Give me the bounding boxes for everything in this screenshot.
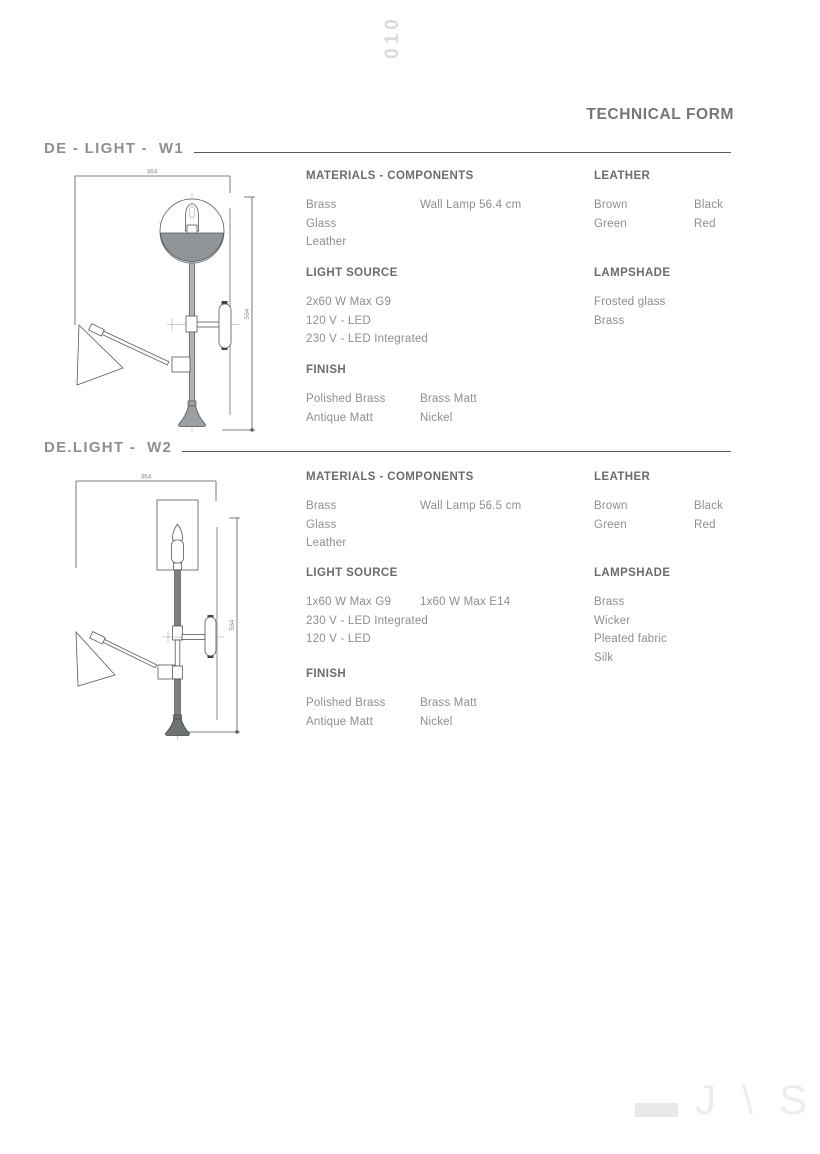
spec-item: Nickel (420, 411, 453, 424)
materials-heading: MATERIALS - COMPONENTS (306, 471, 474, 483)
section-title-w1: DE - LIGHT - W1 (44, 139, 184, 157)
spec-item: 1x60 W Max E14 (420, 596, 511, 608)
spec-item: Brown (594, 199, 628, 211)
spec-sheet-w2 (306, 471, 732, 751)
wall-bracket (219, 301, 231, 350)
elbow-joint (172, 357, 190, 372)
spec-item: Green (594, 518, 627, 531)
stem-joint (186, 316, 197, 332)
materials-heading: MATERIALS - COMPONENTS (306, 170, 474, 182)
spec-item: Green (594, 217, 627, 230)
logo-bar (635, 1103, 678, 1117)
base-trumpet (179, 401, 206, 432)
spec-item: Brass Matt (420, 393, 477, 405)
section-w1-title-row (44, 139, 731, 157)
light-source-heading: LIGHT SOURCE (306, 567, 398, 579)
spec-item: Brass Matt (420, 697, 477, 709)
wall-arm (182, 635, 205, 640)
spec-item: Frosted glass (594, 296, 666, 308)
section-rule (194, 152, 731, 153)
section-rule (182, 451, 731, 452)
spec-item: Wall Lamp 56.5 cm (420, 500, 522, 512)
width-dimension-label: 364 (140, 473, 152, 481)
spec-item: Brass (306, 199, 337, 211)
spec-item: Brass (594, 314, 625, 327)
leather-heading: LEATHER (594, 471, 651, 483)
lampshade-heading: LAMPSHADE (594, 267, 671, 279)
spec-item: 120 V - LED (306, 314, 371, 327)
lampshade-heading: LAMPSHADE (594, 567, 671, 579)
height-dimension-label: 564 (229, 619, 236, 631)
width-dimension-label: 364 (146, 168, 158, 176)
spec-item: Polished Brass (306, 697, 386, 709)
bulb (186, 204, 199, 233)
spec-item: Glass (306, 217, 337, 230)
spec-item: Polished Brass (306, 393, 386, 405)
spec-item: Antique Matt (306, 411, 373, 424)
spec-item: Nickel (420, 715, 453, 728)
technical-drawing-w2 (58, 468, 268, 748)
spec-item: Wall Lamp 56.4 cm (420, 199, 522, 211)
wall-arm (194, 322, 220, 327)
wall-bracket (205, 615, 216, 658)
brand-logo: J \ S (695, 1076, 815, 1123)
finish-heading: FINISH (306, 364, 347, 376)
spec-item: Black (694, 199, 724, 211)
page-number: 010 (382, 15, 403, 59)
spec-item: Glass (306, 518, 337, 531)
spec-item: 230 V - LED Integrated (306, 614, 429, 627)
spec-item: Pleated fabric (594, 633, 668, 645)
spec-item: Leather (306, 537, 347, 549)
spec-item: Leather (306, 236, 347, 248)
spec-item: Wicker (594, 614, 631, 627)
spec-item: Brass (594, 596, 625, 608)
technical-form-title: TECHNICAL FORM (586, 106, 734, 123)
section-title-w2: DE.LIGHT - W2 (44, 438, 173, 456)
spec-item: Brown (594, 500, 628, 512)
spec-item: Silk (594, 651, 614, 664)
spec-item: Red (694, 518, 716, 531)
spec-item: 230 V - LED Integrated (306, 333, 429, 345)
spec-item: Black (694, 500, 724, 512)
leather-heading: LEATHER (594, 170, 651, 182)
technical-drawing-w1 (55, 165, 265, 435)
spec-item: 2x60 W Max G9 (306, 296, 392, 308)
spec-item: Antique Matt (306, 715, 373, 728)
lamp-stem (173, 570, 183, 715)
spec-item: Red (694, 217, 716, 230)
light-source-heading: LIGHT SOURCE (306, 267, 398, 279)
spec-item: 1x60 W Max G9 (306, 596, 392, 608)
spec-item: Brass (306, 500, 337, 512)
height-dimension-label: 564 (244, 308, 251, 320)
section-w2-title-row (44, 438, 731, 456)
finish-heading: FINISH (306, 668, 347, 680)
spec-item: 120 V - LED (306, 633, 371, 645)
spec-sheet-w1 (306, 170, 732, 450)
base-trumpet (166, 715, 190, 740)
